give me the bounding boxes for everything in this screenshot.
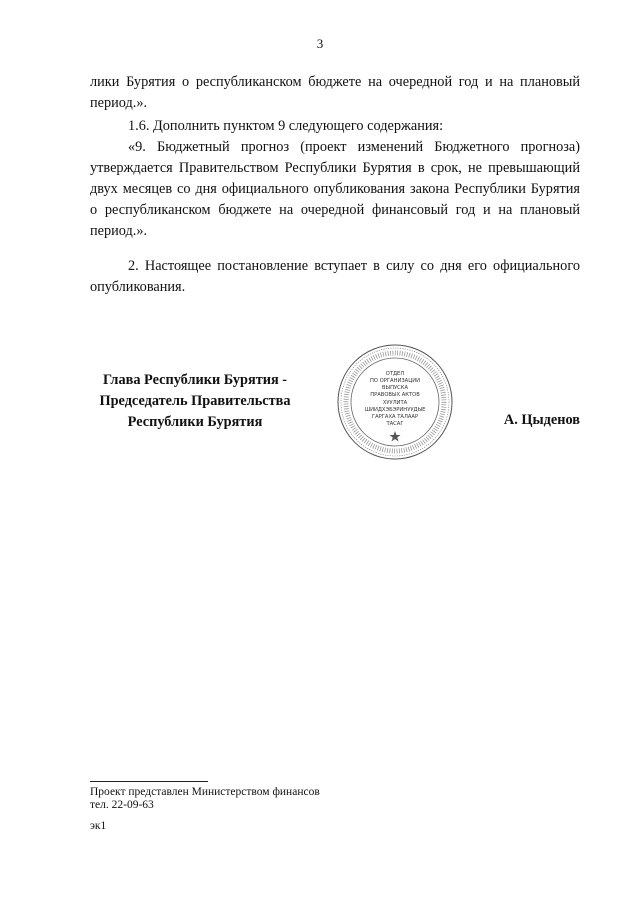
paragraph-item-1-6-text: 1.6. Дополнить пунктом 9 следующего содержания:: [128, 118, 444, 134]
paragraph-item-2-text: 2. Настоящее постановление вступает в силу со дня его официального опубликования.: [90, 258, 580, 295]
seal-line-8: ТАСАГ: [386, 421, 404, 427]
paragraph-item-2: [90, 256, 580, 298]
signatory-title-line-1: Глава Республики Бурятия -: [102, 372, 288, 388]
seal-star-icon: [389, 431, 400, 442]
footnote-line-1: Проект представлен Министерством финансов: [90, 786, 320, 798]
footnote-line-2: тел. 22-09-63: [90, 799, 154, 811]
seal-line-4: ПРАВОВЫХ АКТОВ: [370, 392, 420, 398]
paragraph-continuation-text: лики Бурятия о республиканском бюджете на очередной год и на плановый период.».: [90, 74, 580, 111]
signatory-title-line-2: Председатель Правительства: [99, 393, 291, 409]
signatory-title: [90, 370, 300, 433]
official-seal: [336, 343, 454, 461]
page-number: 3: [316, 36, 324, 51]
signatory-title-line-3: Республики Бурятия: [127, 414, 263, 430]
document-code: эк1: [90, 820, 107, 832]
seal-line-7: ГАРГАХА ТАЛААР: [371, 414, 419, 420]
seal-line-2: ПО ОРГАНИЗАЦИИ: [369, 378, 421, 384]
paragraph-item-9: [90, 137, 580, 242]
seal-line-5: ХУУЛИТА: [382, 400, 408, 406]
seal-line-6: ШИИДХЭБЭРИНУУДЫЕ: [364, 407, 426, 413]
footnote: [90, 786, 320, 812]
seal-graphic: [336, 343, 454, 461]
paragraph-item-9-text: «9. Бюджетный прогноз (проект изменений Бюджетного прогноза) утверждается Правительством Республики Бурятия в срок, не превышающий двух месяцев со дня официального опубликования закона Республики Бурятия о республиканском бюджете на очередной финансовый год и на плановый период.».: [90, 139, 580, 239]
seal-line-3: ВЫПУСКА: [381, 385, 409, 391]
signatory-name: А. Цыденов: [503, 412, 580, 428]
footnote-divider: [90, 781, 208, 782]
paragraph-continuation: [90, 72, 580, 114]
seal-line-1: ОТДЕЛ: [385, 371, 405, 377]
paragraph-item-1-6: [90, 116, 580, 137]
